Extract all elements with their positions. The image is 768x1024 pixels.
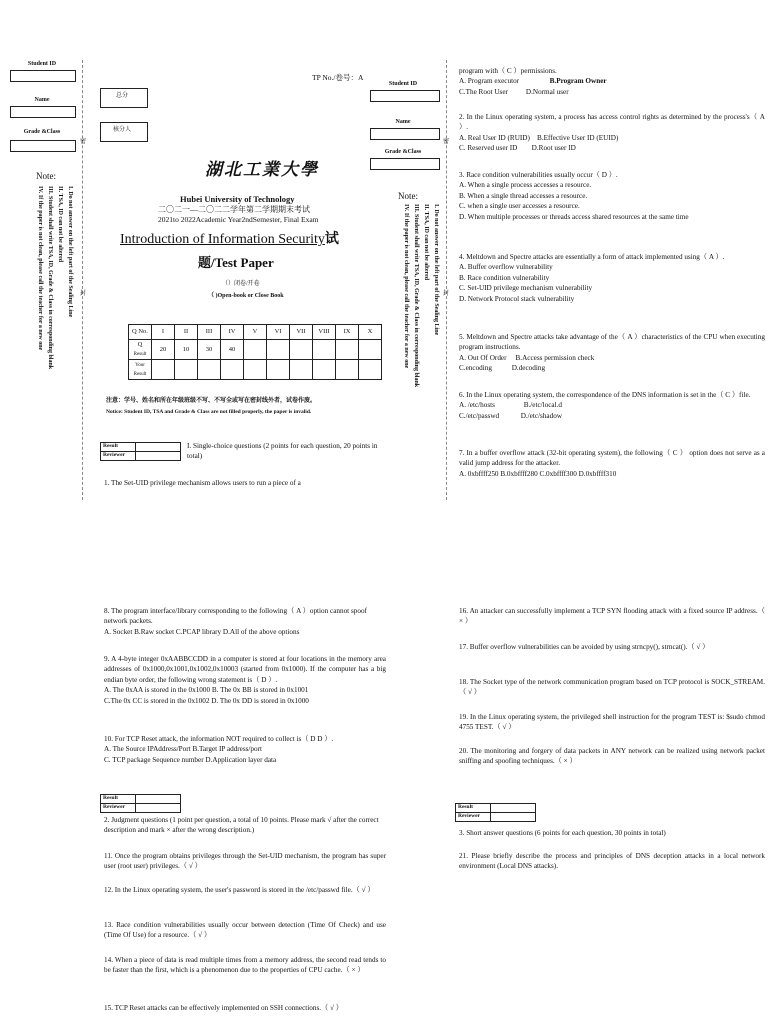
- question-6: [459, 390, 765, 421]
- option-c: C. when a single user accesses a resource.: [459, 202, 580, 211]
- note-title-2: Note:: [398, 191, 418, 201]
- reviewer-box-3: [455, 803, 536, 822]
- q9-options-ab: A. The 0xAA is stored in the 0x1000 B. The 0x BB is stored in 0x1001: [104, 686, 309, 695]
- points-cell: 20: [152, 340, 175, 360]
- q8-stem: 8. The program interface/library corresponding to the following（ A ）option cannot spoof network packets.: [104, 607, 367, 626]
- question-21: 21. Please briefly describe the process and principles of DNS deception attacks in a local network environment (Local DNS attacks).: [459, 852, 765, 871]
- tp-number: TP No./卷号：A: [312, 73, 364, 82]
- reviewer-field[interactable]: [136, 804, 181, 813]
- result-field[interactable]: [136, 443, 181, 452]
- book-type-en: （ )Open-book or Close Book: [208, 293, 284, 299]
- col-header: VIII: [313, 325, 336, 340]
- question-3: [459, 170, 765, 222]
- q9-options-cd: C.The 0x CC is stored in the 0x1002 D. The 0x DD is stored in 0x1000: [104, 696, 309, 705]
- question-4: [459, 252, 765, 304]
- reviewer-box-1: [100, 442, 181, 461]
- student-id-field[interactable]: [10, 70, 76, 82]
- q8-options: A. Socket B.Raw socket C.PCAP library D.All of the above options: [104, 627, 300, 636]
- question-12: 12. In the Linux operating system, the user's password is stored in the /etc/passwd file.（ √ ）: [104, 886, 375, 894]
- option-b: B.Access permission check: [515, 353, 595, 362]
- option-a: A. When a single process accesses a resource.: [459, 181, 592, 190]
- checker-label: 核分人: [113, 127, 132, 133]
- question-19: 19. In the Linux operating system, the privileged shell instruction for the program TEST is: $sudo chmod 4755 TEST.（ √ ）: [459, 713, 765, 732]
- your-result-cell[interactable]: [336, 359, 359, 379]
- q10-options-ab: A. The Source IPAddress/Port B.Target IP address/port: [104, 745, 263, 754]
- your-result-cell[interactable]: [152, 359, 175, 379]
- your-result-cell[interactable]: [221, 359, 244, 379]
- points-cell: [267, 340, 290, 360]
- your-result-cell[interactable]: [290, 359, 313, 379]
- note-2: II. TSA, ID can not be altered: [56, 186, 63, 263]
- question-20: 20. The monitoring and forgery of data packets in ANY network can be realized using network packet sniffing and spoofing techniques.（ × ）: [459, 747, 765, 766]
- university-name-en: Hubei University of Technology: [180, 194, 295, 204]
- question-9: [104, 654, 386, 706]
- points-cell: [290, 340, 313, 360]
- points-cell: [313, 340, 336, 360]
- reviewer-box-2: [100, 794, 181, 813]
- course-title: [120, 230, 339, 250]
- student-id-field-2[interactable]: [370, 90, 440, 102]
- question-10: [104, 734, 386, 765]
- option-b: B. When a single thread accesses a resource.: [459, 191, 588, 200]
- question-17: 17. Buffer overflow vulnerabilities can be avoided by using strncpy(), strncat().（ √ ）: [459, 643, 710, 651]
- q5-options-cd: [459, 363, 765, 373]
- q2-stem: 2. In the Linux operating system, a process has access control rights as determined by the process's（ A ）.: [459, 113, 765, 132]
- student-id-label: Student ID: [27, 61, 57, 67]
- result-label: Result: [456, 804, 491, 813]
- note-1: I. Do not answer on the left part of the Sealing Line: [66, 186, 73, 318]
- grade-class-field-2[interactable]: [370, 158, 440, 170]
- q6-stem: 6. In the Linux operating system, the correspondence of the DNS information is set in the（ C ）file.: [459, 391, 751, 399]
- question-8: [104, 606, 386, 637]
- points-cell: 40: [221, 340, 244, 360]
- course-suffix: 试: [324, 232, 339, 247]
- option-d: D. Network Protocol stack vulnerability: [459, 294, 575, 303]
- question-2: [459, 112, 765, 154]
- points-cell: 30: [198, 340, 221, 360]
- option-a: A. Program executor: [459, 77, 520, 86]
- option-b: B.Program Owner: [549, 77, 607, 86]
- your-result-cell[interactable]: [198, 359, 221, 379]
- option-a: A. Real User ID (RUID): [459, 133, 530, 142]
- reviewer-field[interactable]: [136, 452, 181, 461]
- col-header: II: [175, 325, 198, 340]
- sealing-line-right: [446, 60, 447, 500]
- col-header: IX: [336, 325, 359, 340]
- reviewer-label: Reviewer: [101, 804, 136, 813]
- q9-stem: 9. A 4-byte integer 0xAABBCCDD in a computer is stored at four locations in the memory area addresses of 0x1000,0x1001,0x1002,0x10003 (started from 0x1000). If the computer has a big endian byte order, the following wrong statement is（ D ）.: [104, 655, 386, 684]
- option-d: D.decoding: [511, 364, 546, 373]
- grade-class-label: Grade &Class: [23, 129, 61, 135]
- paper-title: 题/Test Paper: [198, 255, 274, 270]
- option-b: B. Race condition vulnerability: [459, 273, 550, 282]
- option-d: D./etc/shadow: [520, 411, 563, 420]
- your-result-cell[interactable]: [359, 359, 382, 379]
- q1-options-ab: [459, 76, 765, 86]
- question-1-cont: [459, 66, 765, 97]
- section1-title: I. Single-choice questions (2 points for each question, 20 points in total): [187, 442, 378, 461]
- question-11: 11. Once the program obtains privileges through the Set-UID mechanism, the program has super user (root user) privileges.（ √ ）: [104, 852, 386, 871]
- question-7: [459, 448, 765, 479]
- notice-cn: 注意：学号、姓名和所在年级班级不写、不写全或写在密封线外者，试卷作废。: [106, 398, 317, 404]
- course-name: Introduction of Information Security: [120, 232, 325, 247]
- exam-title-cn: 二〇二一—二〇二二学年第二学期期末考试: [158, 205, 310, 214]
- q6-options-ab: [459, 400, 765, 410]
- q1-options-cd: [459, 87, 765, 97]
- notice-en: Notice: Student ID, TSA and Grade & Class are not filled properly, the paper is invalid.: [106, 409, 312, 415]
- q2-options-cd: [459, 143, 765, 153]
- option-a: A. /etc/hosts: [459, 401, 495, 410]
- col-header: VI: [267, 325, 290, 340]
- seal-mark-3: 密: [443, 139, 450, 145]
- col-header: V: [244, 325, 267, 340]
- question-1-start: 1. The Set-UID privilege mechanism allows users to run a piece of a: [104, 479, 301, 487]
- note-2-b: II. TSA, ID can not be altered: [422, 204, 429, 281]
- q1-stem: program with（ C ）permissions.: [459, 67, 557, 75]
- points-cell: [336, 340, 359, 360]
- col-header: IV: [221, 325, 244, 340]
- col-header: VII: [290, 325, 313, 340]
- q-label: Q: [137, 341, 143, 348]
- option-b: B.Effective User ID (EUID): [537, 133, 619, 142]
- name-label: Name: [34, 97, 50, 103]
- points-cell: [359, 340, 382, 360]
- section2-title: 2. Judgment questions (1 point per question, a total of 10 points. Please mark √ after the correct description and mark × after the wrong description.): [104, 816, 379, 835]
- note-1-b: I. Do not answer on the left part of the Sealing Line: [432, 204, 439, 336]
- your-result-cell[interactable]: [175, 359, 198, 379]
- question-18: 18. The Socket type of the network communication program based on TCP protocol is SOCK_STREAM.（ √ ）: [459, 678, 765, 697]
- question-15: 15. TCP Reset attacks can be effectively implemented on SSH connections.（ √ ）: [104, 1004, 343, 1012]
- question-5: [459, 332, 765, 374]
- q6-options-cd: [459, 411, 765, 421]
- sealing-line-left: [82, 60, 83, 500]
- seal-mark-4: 封: [443, 291, 450, 297]
- total-score-label: 总分: [116, 93, 129, 99]
- score-row-label: [129, 325, 152, 340]
- exam-title-en: 2021to 2022Academic Year2ndSemester, Final Exam: [158, 215, 319, 224]
- name-field[interactable]: [10, 106, 76, 118]
- q10-stem: 10. For TCP Reset attack, the information NOT required to collect is（ D D ）.: [104, 735, 334, 743]
- q-no-label: Q No.: [132, 328, 148, 336]
- option-b: B./etc/local.d: [523, 401, 563, 410]
- your-result-cell[interactable]: [267, 359, 290, 379]
- score-table: [128, 324, 382, 380]
- section3-title: 3. Short answer questions (6 points for each question, 30 points in total): [459, 829, 666, 837]
- q7-stem: 7. In a buffer overflow attack (32-bit operating system), the following（ C ） option does not serve as a valid jump address for the attacker.: [459, 449, 765, 468]
- col-header: III: [198, 325, 221, 340]
- name-field-2[interactable]: [370, 128, 440, 140]
- question-13: 13. Race condition vulnerabilities usually occur between detection (Time Of Check) and use (Time Of Use) for a resource.（ √ ）: [104, 921, 386, 940]
- option-a: A. Out Of Order: [459, 353, 507, 362]
- result-label: Result: [101, 795, 136, 804]
- your-result-label: [129, 359, 152, 379]
- points-cell: 10: [175, 340, 198, 360]
- option-c: C. Reserved user ID: [459, 144, 518, 153]
- reviewer-label: Reviewer: [456, 813, 491, 822]
- option-d: D.Root user ID: [531, 144, 576, 153]
- q2-options-ab: [459, 133, 765, 143]
- q5-stem: 5. Meltdown and Spectre attacks take advantage of the（ A ）characteristics of the CPU when executing program instructions.: [459, 333, 765, 352]
- option-c: C.encoding: [459, 364, 492, 373]
- option-d: D. When multiple processes or threads access shared resources at the same time: [459, 212, 689, 221]
- university-logo-cn: 湖北工業大學: [205, 160, 319, 179]
- col-header: X: [359, 325, 382, 340]
- option-c: C.The Root User: [459, 87, 508, 96]
- q7-options: A. 0xbffff250 B.0xbffff280 C.0xbffff300 D.0xbffff310: [459, 469, 617, 478]
- result-field[interactable]: [491, 804, 536, 813]
- grade-class-field[interactable]: [10, 140, 76, 152]
- col-header: I: [152, 325, 175, 340]
- reviewer-field[interactable]: [491, 813, 536, 822]
- student-id-label-2: Student ID: [388, 81, 418, 87]
- result-sub-2: Result: [133, 372, 147, 378]
- option-d: D.Normal user: [525, 87, 569, 96]
- grade-class-label-2: Grade &Class: [384, 149, 422, 155]
- note-4: IV. If the paper is not clean, please call the teacher for a new one: [36, 186, 43, 351]
- q10-options-cd: C. TCP package Sequence number D.Application layer data: [104, 755, 277, 764]
- your-result-cell[interactable]: [244, 359, 267, 379]
- seal-mark-2: 封: [80, 291, 87, 297]
- book-type-cn: （）闭卷/开卷: [222, 281, 260, 287]
- question-14: 14. When a piece of data is read multiple times from a memory address, the second read tends to be faster than the first, which is a phenomenon due to the properties of CPU cache.（ × ）: [104, 956, 386, 975]
- q-result-label: [129, 340, 152, 360]
- option-c: C./etc/passwd: [459, 411, 500, 420]
- note-title: Note:: [36, 171, 56, 181]
- q4-stem: 4. Meltdown and Spectre attacks are essentially a form of attack implemented using（ A ）.: [459, 253, 725, 261]
- result-field[interactable]: [136, 795, 181, 804]
- reviewer-label: Reviewer: [101, 452, 136, 461]
- note-4-b: IV. If the paper is not clean, please call the teacher for a new one: [402, 204, 409, 369]
- result-sub: Result: [133, 352, 147, 358]
- q3-stem: 3. Race condition vulnerabilities usually occur（ D ）.: [459, 171, 618, 179]
- option-a: A. Buffer overflow vulnerability: [459, 263, 553, 272]
- points-cell: [244, 340, 267, 360]
- option-c: C. Set-UID privilege mechanism vulnerability: [459, 284, 593, 293]
- question-16: 16. An attacker can successfully implement a TCP SYN flooding attack with a fixed source IP address.（ × ）: [459, 607, 765, 626]
- note-3: III. Student shall write TSA, ID, Grade & Class in corresponding blank: [46, 186, 53, 370]
- name-label-2: Name: [395, 119, 411, 125]
- note-3-b: III. Student shall write TSA, ID, Grade & Class in corresponding blank: [412, 204, 419, 388]
- result-label: Result: [101, 443, 136, 452]
- seal-mark: 密: [80, 139, 87, 145]
- q5-options-ab: [459, 353, 765, 363]
- your-sub: Your: [135, 362, 145, 368]
- your-result-cell[interactable]: [313, 359, 336, 379]
